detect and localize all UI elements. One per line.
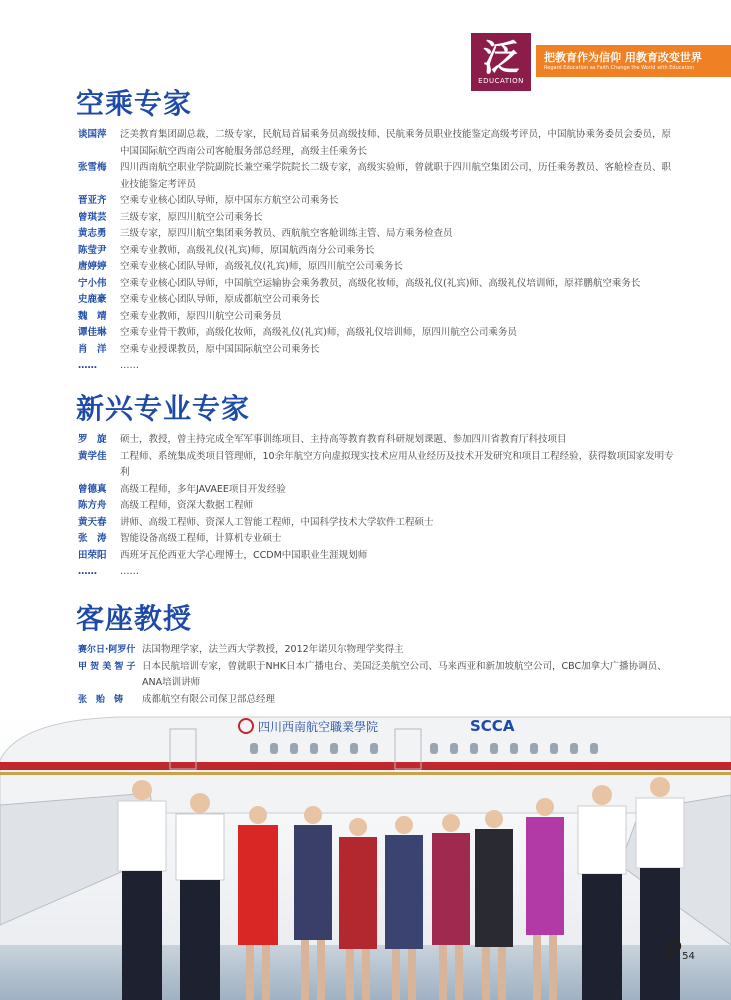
expert-name: 曾琪芸 [78,211,107,223]
expert-name: 肖 洋 [78,343,107,355]
expert-description: 空乘专业授课教员，原中国国际航空公司乘务长 [120,343,320,355]
expert-name: 罗 旋 [78,434,107,445]
expert-entry [78,243,678,260]
expert-description: 空乘专业核心团队导师，原中国东方航空公司乘务长 [120,195,339,206]
slogan-chinese: 把教育作为信仰 用教育改变世界 [544,51,702,64]
visiting-professors-list [78,642,678,725]
expert-description: 空乘专业核心团队导师，原成都航空公司乘务长 [120,294,320,305]
expert-description: 讲师、高级工程师、资深人工智能工程师，中国科学技术大学软件工程硕士 [120,516,434,528]
expert-name: 唐婷婷 [78,261,107,272]
expert-name: 陈方舟 [78,500,107,511]
expert-entry [78,358,678,375]
page-number [666,938,695,963]
expert-description: 空乘专业骨干教师，高级化妆师，高级礼仪(礼宾)师，高级礼仪培训师，原四川航空公司乘务员 [120,327,517,338]
expert-entry [78,482,678,499]
expert-name: 谈国萍 [78,129,107,140]
logo-text: EDUCATION [478,77,524,85]
expert-description: 智能设备高级工程师，计算机专业硕士 [120,533,282,544]
expert-name: 甲 贺 美 智 子 [78,661,136,672]
expert-description: 空乘专业核心团队导师，高级礼仪(礼宾)师，原四川航空公司乘务长 [120,261,403,272]
expert-description: 泛美教育集团副总裁，二级专家，民航局首届乘务员高级技师、民航乘务员职业技能鉴定高级考评员，中国航协乘务委员会委员，原中国国际航空西南公司客舱服务部总经理，高级主任乘务长 [120,129,672,157]
expert-entry [78,160,678,193]
cabin-experts-list [78,127,678,375]
expert-entry [78,210,678,227]
expert-description: …… [120,360,139,371]
expert-entry [78,259,678,276]
expert-entry [78,659,678,692]
crew-photo [0,715,731,1000]
expert-description: 三级专家，原四川航空集团乘务教员、西航航空客舱训练主管、局方乘务检查员 [120,228,453,239]
expert-entry [78,548,678,565]
expert-entry [78,127,678,160]
school-logo [471,33,531,91]
expert-description: 西班牙瓦伦西亚大学心理博士，CCDM中国职业生涯规划师 [120,549,368,561]
expert-description: 工程师、系统集成类项目管理师，10余年航空方向虚拟现实技术应用从业经历及技术开发研究和项目工程经验，获得数项国家发明专利 [120,450,674,478]
page-digits: 54 [682,951,695,962]
slogan-banner [536,45,731,77]
expert-entry [78,309,678,326]
expert-name: 魏 靖 [78,310,107,322]
expert-entry [78,292,678,309]
expert-name: 晋亚齐 [78,195,107,206]
page-letter: P [666,938,683,963]
expert-description: 成都航空有限公司保卫部总经理 [142,693,276,705]
expert-entry [78,692,678,709]
expert-description: 空乘专业核心团队导师，中国航空运输协会乘务教员，高级化妆师，高级礼仪(礼宾)师、高级礼仪培训师，原祥鹏航空乘务长 [120,277,641,289]
expert-description: 日本民航培训专家，曾就职于NHK日本广播电台、美国泛美航空公司、马来西亚和新加坡航空公司，CBC加拿大广播协调员、ANA培训讲师 [142,660,667,688]
expert-name: …… [78,566,97,577]
expert-entry [78,498,678,515]
expert-entry [78,531,678,548]
expert-description: 空乘专业教师，原四川航空公司乘务员 [120,310,282,322]
expert-entry [78,449,678,482]
expert-description: 高级工程师，资深大数据工程师 [120,500,254,511]
expert-description: 硕士，教授，曾主持完成全军军事训练项目、主持高等教育教育科研规划课题、参加四川省教育厅科技项目 [120,434,567,445]
expert-name: 田荣阳 [78,549,107,561]
expert-description: 四川西南航空职业学院副院长兼空乘学院院长二级专家，高级实验师，曾就职于四川航空集团公司，历任乘务教员、客舱检查员、职业技能鉴定考评员 [120,162,672,190]
emerging-experts-list [78,432,678,581]
logo-glyph: 泛 [482,37,519,79]
expert-description: …… [120,566,139,577]
expert-name: 赛尔日·阿罗什 [78,645,136,655]
section-title-visiting-professors: 客座教授 [76,602,193,635]
expert-name: 张雪梅 [78,162,107,173]
expert-entry [78,325,678,342]
expert-name: 史鹿豪 [78,294,107,305]
expert-description: 空乘专业教师，高级礼仪(礼宾)师，原国航西南分公司乘务长 [120,244,375,256]
expert-description: 三级专家，原四川航空公司乘务长 [120,211,263,223]
expert-entry [78,226,678,243]
expert-name: 谭佳琳 [78,327,107,338]
expert-name: 黄志勇 [78,228,107,239]
expert-entry [78,515,678,532]
expert-name: 陈莹尹 [78,244,107,256]
aircraft-school-name: 四川西南航空職業學院 [258,720,379,734]
aircraft-code: SCCA [470,717,515,735]
expert-entry [78,342,678,359]
expert-entry [78,564,678,581]
expert-name: 曾德真 [78,483,107,495]
expert-entry [78,642,678,659]
expert-entry [78,193,678,210]
slogan-english: Regard Education as Faith Change the World with Education [544,65,695,71]
expert-name: 黄学佳 [78,450,107,462]
expert-name: 张 贻 铸 [78,694,124,705]
expert-name: …… [78,360,97,371]
expert-entry [78,276,678,293]
expert-description: 高级工程师，多年JAVAEE项目开发经验 [120,483,286,495]
section-title-cabin-experts: 空乘专家 [76,87,193,120]
expert-description: 法国物理学家，法兰西大学教授，2012年诺贝尔物理学奖得主 [142,644,404,655]
expert-entry [78,432,678,449]
section-title-emerging-experts: 新兴专业专家 [76,392,251,425]
expert-name: 张 涛 [78,533,107,544]
expert-name: 黄天春 [78,516,107,528]
expert-name: 宁小伟 [78,277,107,289]
